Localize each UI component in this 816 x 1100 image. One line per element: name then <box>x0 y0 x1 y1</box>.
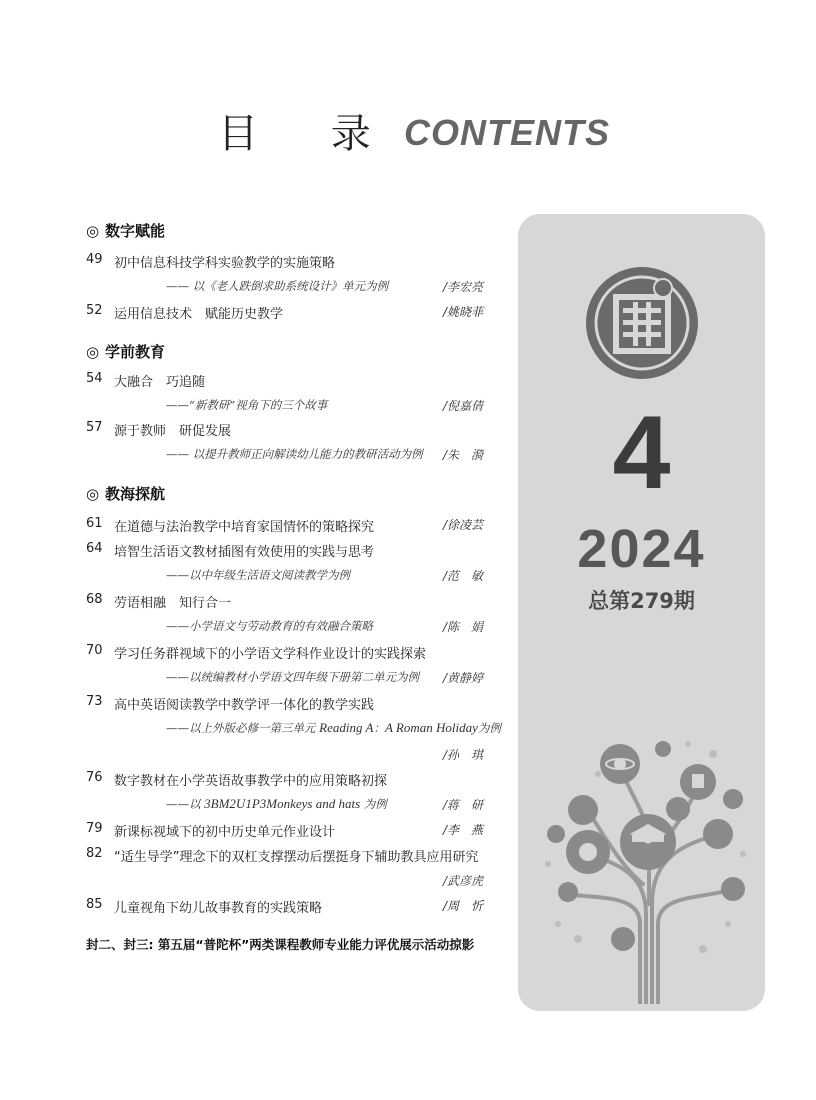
toc-subtitle <box>86 618 498 640</box>
entry-title: 高中英语阅读教学中教学评一体化的教学实践 <box>114 698 375 713</box>
issue-year: 2024 <box>577 519 706 579</box>
entry-title: 儿童视角下幼儿故事教育的实践策略 <box>114 901 323 916</box>
toc-entry[interactable] <box>86 643 498 665</box>
entry-title: 在道德与法治教学中培育家国情怀的策略探究 <box>114 520 375 535</box>
page-number: 76 <box>86 770 103 785</box>
journal-logo-icon <box>583 264 701 382</box>
page-number: 82 <box>86 846 103 861</box>
contents-title-en: CONTENTS <box>404 112 610 153</box>
entry-author: /蒋 研 <box>443 798 484 812</box>
cover-note: 封二、封三: 第五届“普陀杯”两类课程教师专业能力评优展示活动掠影 <box>86 937 475 952</box>
toc-subtitle <box>86 669 498 691</box>
page-number: 73 <box>86 694 103 709</box>
toc-entry[interactable] <box>86 541 498 563</box>
entry-author: /武彦虎 <box>443 874 484 888</box>
toc-subtitle <box>86 720 501 742</box>
entry-author: /李宏亮 <box>443 280 484 294</box>
entry-author: /倪嘉倩 <box>443 399 484 413</box>
entry-title: 劳语相融 知行合一 <box>114 596 232 611</box>
total-issue: 总第279期 <box>588 589 695 613</box>
entry-subtitle: ——小学语文与劳动教育的有效融合策略 <box>166 619 373 633</box>
entry-subtitle: —— 以提升教师正向解读幼儿能力的教研活动为例 <box>166 447 423 461</box>
entry-title: 源于教师 研促发展 <box>114 424 232 439</box>
toc-entry[interactable] <box>86 371 498 393</box>
entry-author: /朱 漪 <box>443 448 484 462</box>
page-number: 70 <box>86 643 103 658</box>
entry-subtitle: ——“新教研”视角下的三个故事 <box>166 398 328 412</box>
toc-subtitle <box>86 567 498 589</box>
toc-entry[interactable] <box>86 821 498 843</box>
entry-author: /陈 娟 <box>443 620 484 634</box>
entry-title: 学习任务群视域下的小学语文学科作业设计的实践探索 <box>114 647 427 662</box>
entry-author: /李 燕 <box>443 823 484 837</box>
issue-panel <box>518 214 765 1011</box>
toc-subtitle <box>86 872 498 894</box>
page-header <box>0 100 816 180</box>
page-number: 64 <box>86 541 103 556</box>
entry-subtitle: ——以中年级生活语文阅读教学为例 <box>166 568 350 582</box>
section-mark-icon: ◎ <box>86 485 100 503</box>
toc-subtitle <box>86 796 498 818</box>
toc-subtitle <box>86 278 498 300</box>
section-heading-digital: ◎ 数字赋能 <box>86 222 166 240</box>
toc-entry[interactable] <box>86 592 498 614</box>
entry-title: 数字教材在小学英语故事教学中的应用策略初探 <box>114 774 388 789</box>
entry-author: /黄静婷 <box>443 671 484 685</box>
page-number: 68 <box>86 592 103 607</box>
entry-subtitle: ——以 3BM2U1P3Monkeys and hats 为例 <box>166 796 387 811</box>
page-number: 85 <box>86 897 103 912</box>
entry-title: 运用信息技术 赋能历史教学 <box>114 307 284 322</box>
entry-subtitle: ——以统编教材小学语文四年级下册第二单元为例 <box>166 670 419 684</box>
entry-title: 新课标视域下的初中历史单元作业设计 <box>114 825 336 840</box>
toc-entry[interactable] <box>86 770 498 792</box>
page-number: 57 <box>86 420 103 435</box>
section-heading-exploration: ◎ 教海探航 <box>86 485 166 503</box>
entry-author: /孙 琪 <box>443 748 484 762</box>
section-mark-icon: ◎ <box>86 222 100 240</box>
toc-subtitle <box>86 746 498 768</box>
toc-entry[interactable] <box>86 897 498 919</box>
page-number: 52 <box>86 303 103 318</box>
toc-entry[interactable] <box>86 252 498 274</box>
section-mark-icon: ◎ <box>86 343 100 361</box>
toc-entry[interactable] <box>86 420 498 442</box>
page-number: 49 <box>86 252 103 267</box>
entry-author: /范 敏 <box>443 569 484 583</box>
entry-title: “适生导学”理念下的双杠支撑摆动后摆挺身下辅助教具应用研究 <box>114 850 479 865</box>
page-number: 54 <box>86 371 103 386</box>
entry-subtitle: —— 以《老人跌倒求助系统设计》单元为例 <box>166 279 389 293</box>
issue-number: 4 <box>612 395 671 511</box>
toc-subtitle <box>86 446 498 468</box>
entry-author: /徐凌芸 <box>443 518 484 532</box>
page-number: 61 <box>86 516 103 531</box>
toc-entry[interactable] <box>86 303 498 325</box>
toc-subtitle <box>86 397 498 419</box>
entry-title: 初中信息科技学科实验教学的实施策略 <box>114 256 336 271</box>
page-number: 79 <box>86 821 103 836</box>
toc-entry[interactable] <box>86 694 498 716</box>
entry-title: 培智生活语文教材插图有效使用的实践与思考 <box>114 545 375 560</box>
entry-subtitle: ——以上外版必修一第三单元 Reading A：A Roman Holiday为例 <box>166 720 501 735</box>
contents-title-cn: 目 录 <box>218 111 401 157</box>
toc-entry[interactable] <box>86 516 498 538</box>
entry-title: 大融合 巧追随 <box>114 375 206 390</box>
section-heading-preschool: ◎ 学前教育 <box>86 343 166 361</box>
entry-author: /姚晓菲 <box>443 305 484 319</box>
education-tree-icon <box>528 724 758 1004</box>
entry-author: /周 忻 <box>443 899 484 913</box>
toc-entry[interactable] <box>86 846 498 868</box>
